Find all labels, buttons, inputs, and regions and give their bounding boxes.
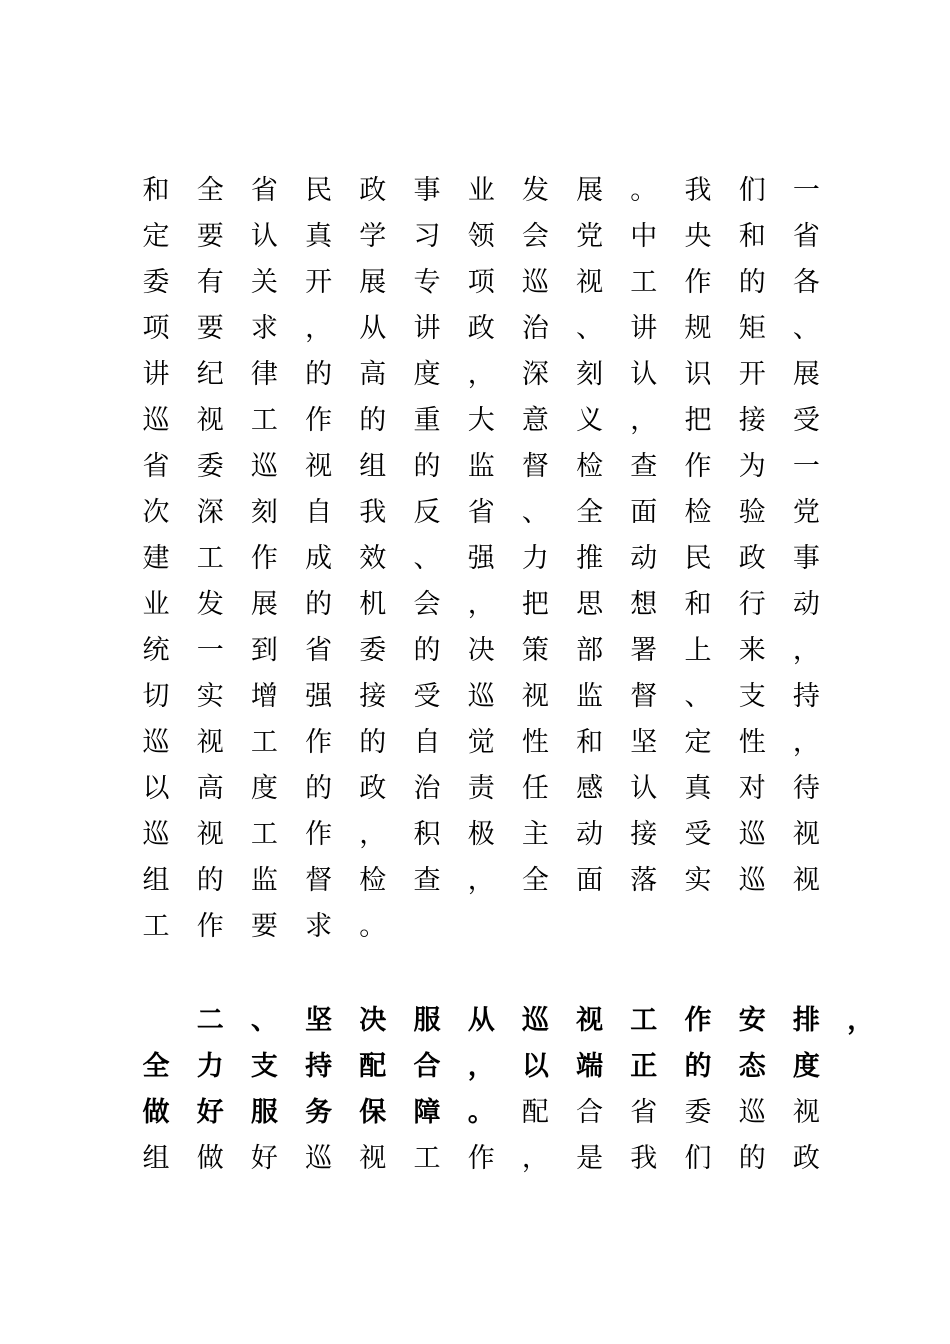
glyph: ， <box>792 727 820 758</box>
glyph: 服 <box>250 1097 278 1128</box>
glyph: 接 <box>630 819 658 850</box>
glyph: 实 <box>684 865 712 896</box>
glyph: 一 <box>196 635 224 666</box>
glyph: 建 <box>142 543 170 574</box>
glyph: 作 <box>305 405 333 436</box>
glyph: 成 <box>305 543 333 574</box>
glyph: 受 <box>792 405 820 436</box>
glyph: 发 <box>196 589 224 620</box>
glyph: 委 <box>684 1097 712 1128</box>
glyph: 面 <box>576 865 604 896</box>
glyph: 强 <box>467 543 495 574</box>
glyph: ， <box>847 1005 875 1036</box>
glyph: 性 <box>521 727 549 758</box>
glyph: 、 <box>684 681 712 712</box>
glyph: 的 <box>305 589 333 620</box>
glyph: 和 <box>684 589 712 620</box>
glyph: ， <box>305 313 333 344</box>
glyph: 坚 <box>630 727 658 758</box>
glyph: 督 <box>305 865 333 896</box>
glyph: 开 <box>738 359 766 390</box>
glyph: 巡 <box>521 1005 549 1036</box>
glyph: 会 <box>521 221 549 252</box>
glyph: 机 <box>359 589 387 620</box>
glyph: 讲 <box>413 313 441 344</box>
glyph: 度 <box>250 773 278 804</box>
glyph: 政 <box>738 543 766 574</box>
glyph: 省 <box>305 635 333 666</box>
glyph: 效 <box>359 543 387 574</box>
glyph: ， <box>792 635 820 666</box>
glyph: 视 <box>305 451 333 482</box>
glyph: 开 <box>305 267 333 298</box>
glyph: 深 <box>521 359 549 390</box>
glyph: 坚 <box>305 1005 333 1036</box>
glyph: 面 <box>630 497 658 528</box>
glyph: 刻 <box>250 497 278 528</box>
glyph: 把 <box>684 405 712 436</box>
glyph: 任 <box>521 773 549 804</box>
glyph: 工 <box>630 267 658 298</box>
glyph: 规 <box>684 313 712 344</box>
glyph: 作 <box>305 727 333 758</box>
glyph: 保 <box>359 1097 387 1128</box>
glyph: 大 <box>467 405 495 436</box>
glyph: 责 <box>467 773 495 804</box>
glyph: 的 <box>684 1051 712 1082</box>
glyph: 我 <box>684 175 712 206</box>
glyph: 视 <box>196 819 224 850</box>
glyph: 求 <box>250 313 278 344</box>
glyph: 工 <box>250 727 278 758</box>
glyph: ， <box>467 589 495 620</box>
glyph: 度 <box>413 359 441 390</box>
glyph: 督 <box>521 451 549 482</box>
glyph: 作 <box>684 451 712 482</box>
glyph: 行 <box>738 589 766 620</box>
glyph: 查 <box>413 865 441 896</box>
glyph: 政 <box>467 313 495 344</box>
glyph: 展 <box>359 267 387 298</box>
glyph: 想 <box>630 589 658 620</box>
glyph: 接 <box>359 681 387 712</box>
glyph: 态 <box>738 1051 766 1082</box>
glyph: 视 <box>196 405 224 436</box>
glyph: 视 <box>359 1143 387 1174</box>
glyph: 组 <box>142 865 170 896</box>
glyph: 业 <box>142 589 170 620</box>
glyph: 视 <box>792 865 820 896</box>
glyph: 监 <box>250 865 278 896</box>
glyph: 重 <box>413 405 441 436</box>
glyph: 署 <box>630 635 658 666</box>
glyph: 增 <box>250 681 278 712</box>
glyph: 反 <box>413 497 441 528</box>
glyph: 刻 <box>576 359 604 390</box>
glyph: 接 <box>738 405 766 436</box>
glyph: 组 <box>359 451 387 482</box>
glyph: 党 <box>792 497 820 528</box>
glyph: 支 <box>738 681 766 712</box>
glyph: 要 <box>250 911 278 942</box>
glyph: 工 <box>630 1005 658 1036</box>
glyph: 发 <box>521 175 549 206</box>
glyph: 作 <box>196 911 224 942</box>
glyph: 民 <box>684 543 712 574</box>
glyph: 受 <box>413 681 441 712</box>
glyph: 服 <box>413 1005 441 1036</box>
glyph: 以 <box>142 773 170 804</box>
glyph: 认 <box>630 359 658 390</box>
glyph: 我 <box>359 497 387 528</box>
glyph: 展 <box>250 589 278 620</box>
glyph: 验 <box>738 497 766 528</box>
glyph: 做 <box>196 1143 224 1174</box>
glyph: 自 <box>413 727 441 758</box>
glyph: 和 <box>738 221 766 252</box>
glyph: 全 <box>142 1051 170 1082</box>
glyph: 的 <box>738 1143 766 1174</box>
glyph: 好 <box>196 1097 224 1128</box>
glyph: 政 <box>359 175 387 206</box>
glyph: 定 <box>684 727 712 758</box>
glyph: 省 <box>250 175 278 206</box>
glyph: 省 <box>792 221 820 252</box>
glyph: 们 <box>684 1143 712 1174</box>
glyph: 有 <box>196 267 224 298</box>
glyph: 巡 <box>142 819 170 850</box>
glyph: 会 <box>413 589 441 620</box>
glyph: 委 <box>196 451 224 482</box>
glyph: 检 <box>684 497 712 528</box>
glyph: ， <box>467 865 495 896</box>
glyph: 待 <box>792 773 820 804</box>
glyph: 以 <box>521 1051 549 1082</box>
glyph: 视 <box>792 1097 820 1128</box>
glyph: 视 <box>521 681 549 712</box>
glyph: ， <box>467 1051 495 1082</box>
glyph: ， <box>521 1143 549 1174</box>
glyph: 治 <box>413 773 441 804</box>
glyph: 展 <box>576 175 604 206</box>
glyph: 的 <box>738 267 766 298</box>
glyph: 和 <box>142 175 170 206</box>
glyph: 积 <box>413 819 441 850</box>
glyph: 从 <box>359 313 387 344</box>
glyph: 、 <box>250 1005 278 1036</box>
glyph: 力 <box>521 543 549 574</box>
glyph: 自 <box>305 497 333 528</box>
glyph: 正 <box>630 1051 658 1082</box>
glyph: 动 <box>630 543 658 574</box>
glyph: 配 <box>521 1097 549 1128</box>
glyph: 中 <box>630 221 658 252</box>
glyph: 查 <box>630 451 658 482</box>
glyph: 工 <box>250 819 278 850</box>
glyph: 真 <box>684 773 712 804</box>
glyph: 巡 <box>738 1097 766 1128</box>
glyph: 工 <box>196 543 224 574</box>
glyph: 求 <box>305 911 333 942</box>
glyph: 我 <box>630 1143 658 1174</box>
glyph: 要 <box>196 221 224 252</box>
glyph: 民 <box>305 175 333 206</box>
glyph: 深 <box>196 497 224 528</box>
glyph: 省 <box>630 1097 658 1128</box>
glyph: 督 <box>630 681 658 712</box>
glyph: 。 <box>630 175 658 206</box>
glyph: 认 <box>630 773 658 804</box>
glyph: 巡 <box>738 865 766 896</box>
glyph: 感 <box>576 773 604 804</box>
glyph: 党 <box>576 221 604 252</box>
glyph: 二 <box>196 1005 224 1036</box>
glyph: 、 <box>576 313 604 344</box>
glyph: 的 <box>413 451 441 482</box>
glyph: 工 <box>413 1143 441 1174</box>
glyph: 决 <box>359 1005 387 1036</box>
glyph: 持 <box>792 681 820 712</box>
glyph: 纪 <box>196 359 224 390</box>
glyph: 视 <box>576 1005 604 1036</box>
glyph: 要 <box>196 313 224 344</box>
glyph: 策 <box>521 635 549 666</box>
glyph: 政 <box>792 1143 820 1174</box>
glyph: ， <box>467 359 495 390</box>
glyph: 省 <box>142 451 170 482</box>
glyph: 领 <box>467 221 495 252</box>
glyph: 组 <box>142 1143 170 1174</box>
glyph: 到 <box>250 635 278 666</box>
glyph: 的 <box>359 727 387 758</box>
glyph: 安 <box>738 1005 766 1036</box>
glyph: 的 <box>305 359 333 390</box>
glyph: 监 <box>576 681 604 712</box>
glyph: 实 <box>196 681 224 712</box>
glyph: 极 <box>467 819 495 850</box>
glyph: 事 <box>413 175 441 206</box>
glyph: 视 <box>196 727 224 758</box>
glyph: 障 <box>413 1097 441 1128</box>
glyph: ， <box>630 405 658 436</box>
glyph: 合 <box>576 1097 604 1128</box>
glyph: 央 <box>684 221 712 252</box>
glyph: 持 <box>305 1051 333 1082</box>
glyph: 意 <box>521 405 549 436</box>
glyph: 全 <box>521 865 549 896</box>
glyph: 义 <box>576 405 604 436</box>
glyph: 。 <box>467 1097 495 1128</box>
glyph: 把 <box>521 589 549 620</box>
glyph: 全 <box>196 175 224 206</box>
glyph: 作 <box>305 819 333 850</box>
glyph: 受 <box>684 819 712 850</box>
glyph: 来 <box>738 635 766 666</box>
glyph: 动 <box>792 589 820 620</box>
glyph: 巡 <box>142 727 170 758</box>
glyph: 检 <box>576 451 604 482</box>
glyph: 对 <box>738 773 766 804</box>
glyph: 配 <box>359 1051 387 1082</box>
glyph: 律 <box>250 359 278 390</box>
glyph: ， <box>359 819 387 850</box>
glyph: 性 <box>738 727 766 758</box>
glyph: 合 <box>413 1051 441 1082</box>
glyph: 们 <box>738 175 766 206</box>
glyph: 端 <box>576 1051 604 1082</box>
glyph: 治 <box>521 313 549 344</box>
glyph: 项 <box>142 313 170 344</box>
glyph: 巡 <box>142 405 170 436</box>
glyph: 展 <box>792 359 820 390</box>
glyph: 推 <box>576 543 604 574</box>
glyph: 决 <box>467 635 495 666</box>
glyph: 工 <box>142 911 170 942</box>
glyph: 好 <box>250 1143 278 1174</box>
glyph: 习 <box>413 221 441 252</box>
glyph: 务 <box>305 1097 333 1128</box>
glyph: 度 <box>792 1051 820 1082</box>
glyph: 强 <box>305 681 333 712</box>
glyph: 切 <box>142 681 170 712</box>
glyph: 动 <box>576 819 604 850</box>
glyph: 作 <box>250 543 278 574</box>
glyph: 思 <box>576 589 604 620</box>
glyph: 、 <box>792 313 820 344</box>
glyph: 支 <box>250 1051 278 1082</box>
glyph: 讲 <box>630 313 658 344</box>
glyph: 业 <box>467 175 495 206</box>
glyph: 是 <box>576 1143 604 1174</box>
glyph: 矩 <box>738 313 766 344</box>
glyph: 部 <box>576 635 604 666</box>
glyph: 学 <box>359 221 387 252</box>
glyph: 真 <box>305 221 333 252</box>
glyph: 监 <box>467 451 495 482</box>
glyph: 各 <box>792 267 820 298</box>
glyph: 。 <box>359 911 387 942</box>
glyph: 主 <box>521 819 549 850</box>
glyph: 专 <box>413 267 441 298</box>
glyph: 的 <box>196 865 224 896</box>
glyph: 委 <box>359 635 387 666</box>
glyph: 和 <box>576 727 604 758</box>
glyph: 上 <box>684 635 712 666</box>
glyph: 委 <box>142 267 170 298</box>
glyph: 为 <box>738 451 766 482</box>
glyph: 巡 <box>738 819 766 850</box>
glyph: 的 <box>359 405 387 436</box>
glyph: 、 <box>413 543 441 574</box>
glyph: 省 <box>467 497 495 528</box>
glyph: 检 <box>359 865 387 896</box>
glyph: 认 <box>250 221 278 252</box>
glyph: 的 <box>305 773 333 804</box>
glyph: 巡 <box>467 681 495 712</box>
glyph: 项 <box>467 267 495 298</box>
glyph: 从 <box>467 1005 495 1036</box>
glyph: 巡 <box>305 1143 333 1174</box>
glyph: 讲 <box>142 359 170 390</box>
glyph: 力 <box>196 1051 224 1082</box>
glyph: 落 <box>630 865 658 896</box>
glyph: 觉 <box>467 727 495 758</box>
glyph: 定 <box>142 221 170 252</box>
glyph: 作 <box>467 1143 495 1174</box>
glyph: 高 <box>359 359 387 390</box>
glyph: 工 <box>250 405 278 436</box>
glyph: 视 <box>576 267 604 298</box>
glyph: 巡 <box>250 451 278 482</box>
glyph: 关 <box>250 267 278 298</box>
glyph: 作 <box>684 267 712 298</box>
glyph: 排 <box>792 1005 820 1036</box>
glyph: 全 <box>576 497 604 528</box>
glyph: 识 <box>684 359 712 390</box>
glyph: 统 <box>142 635 170 666</box>
glyph: 事 <box>792 543 820 574</box>
glyph: 高 <box>196 773 224 804</box>
glyph: 政 <box>359 773 387 804</box>
glyph: 次 <box>142 497 170 528</box>
glyph: 一 <box>792 451 820 482</box>
glyph: 作 <box>684 1005 712 1036</box>
glyph: 的 <box>413 635 441 666</box>
glyph: 做 <box>142 1097 170 1128</box>
glyph: 视 <box>792 819 820 850</box>
glyph: 一 <box>792 175 820 206</box>
glyph: 、 <box>521 497 549 528</box>
glyph: 巡 <box>521 267 549 298</box>
